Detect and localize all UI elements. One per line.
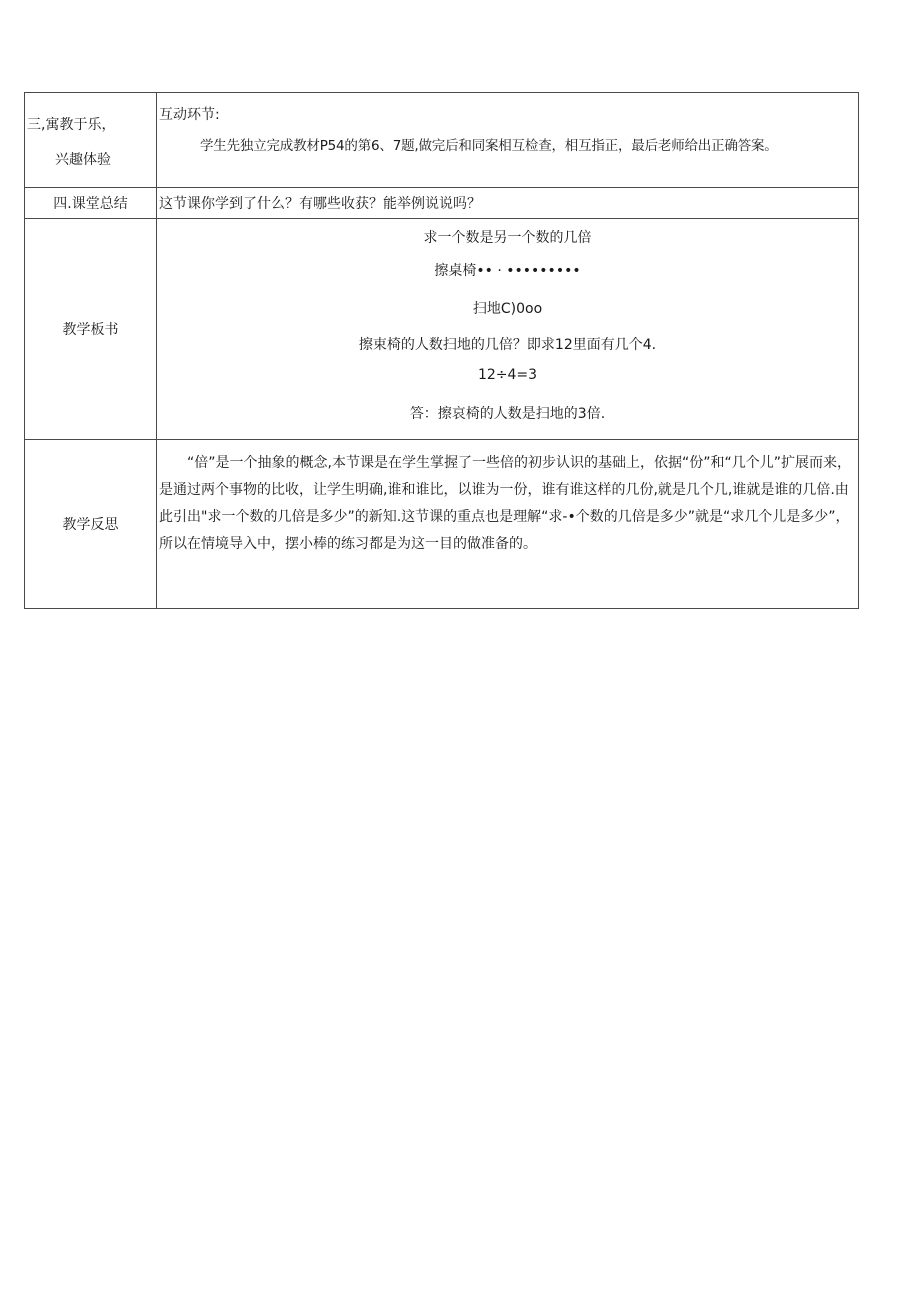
lesson-plan-table: [24, 92, 859, 609]
section-title: 互动环节:: [159, 107, 220, 123]
board-title: 求一个数是另一个数的几倍: [423, 230, 592, 246]
table-row: [25, 440, 859, 609]
row-label: 教学反思: [62, 517, 119, 533]
row-label-line: 三,寓教于乐，: [27, 117, 116, 133]
row-content-cell: [157, 188, 859, 219]
board-equation: 12÷4=3: [477, 367, 538, 383]
blackboard-cell: [157, 219, 859, 440]
board-answer: 答：擦哀椅的人数是扫地的3倍.: [409, 406, 606, 422]
paragraph-text: 这节课你学到了什么？有哪些收获？能举例说说吗？: [159, 196, 481, 212]
row-label-cell: [25, 93, 157, 188]
row-content-cell: [157, 93, 859, 188]
paragraph-text: 学生先独立完成教材P54的第6、7题,做完后和同案相互检查，相互指正，最后老师给出正确答案。: [200, 138, 778, 154]
row-label: 教学板书: [62, 322, 119, 338]
table-row: [25, 188, 859, 219]
row-label-line: 兴趣体验: [55, 152, 111, 168]
row-label-cell: [25, 188, 157, 219]
row-label-cell: [25, 440, 157, 609]
board-line: 擦束椅的人数扫地的几倍？即求12里面有几个4.: [358, 337, 657, 353]
board-line: 扫地C)0oo: [472, 301, 543, 317]
board-line: 擦桌椅•• · •••••••••: [434, 263, 581, 279]
reflection-paragraph: “倍”是一个抽象的概念,本节课是在学生掌握了一些倍的初步认识的基础上，依据“份”和“几个儿”扩展而来，是通过两个事物的比收，让学生明确,谁和谁比，以谁为一份，谁有谁这样的几份,就是几个几,谁就是谁的几倍.由此引出"求一个数的几倍是多少”的新知.这节课的重点也是理解“求-•个数的几倍是多少”就是“求几个儿是多少”，所以在情境导入中，摆小棒的练习都是为这一目的做准备的。: [159, 455, 851, 552]
row-label: 四.课堂总结: [53, 196, 128, 212]
table-row: [25, 219, 859, 440]
row-label-cell: [25, 219, 157, 440]
table-row: [25, 93, 859, 188]
reflection-cell: [157, 440, 859, 609]
